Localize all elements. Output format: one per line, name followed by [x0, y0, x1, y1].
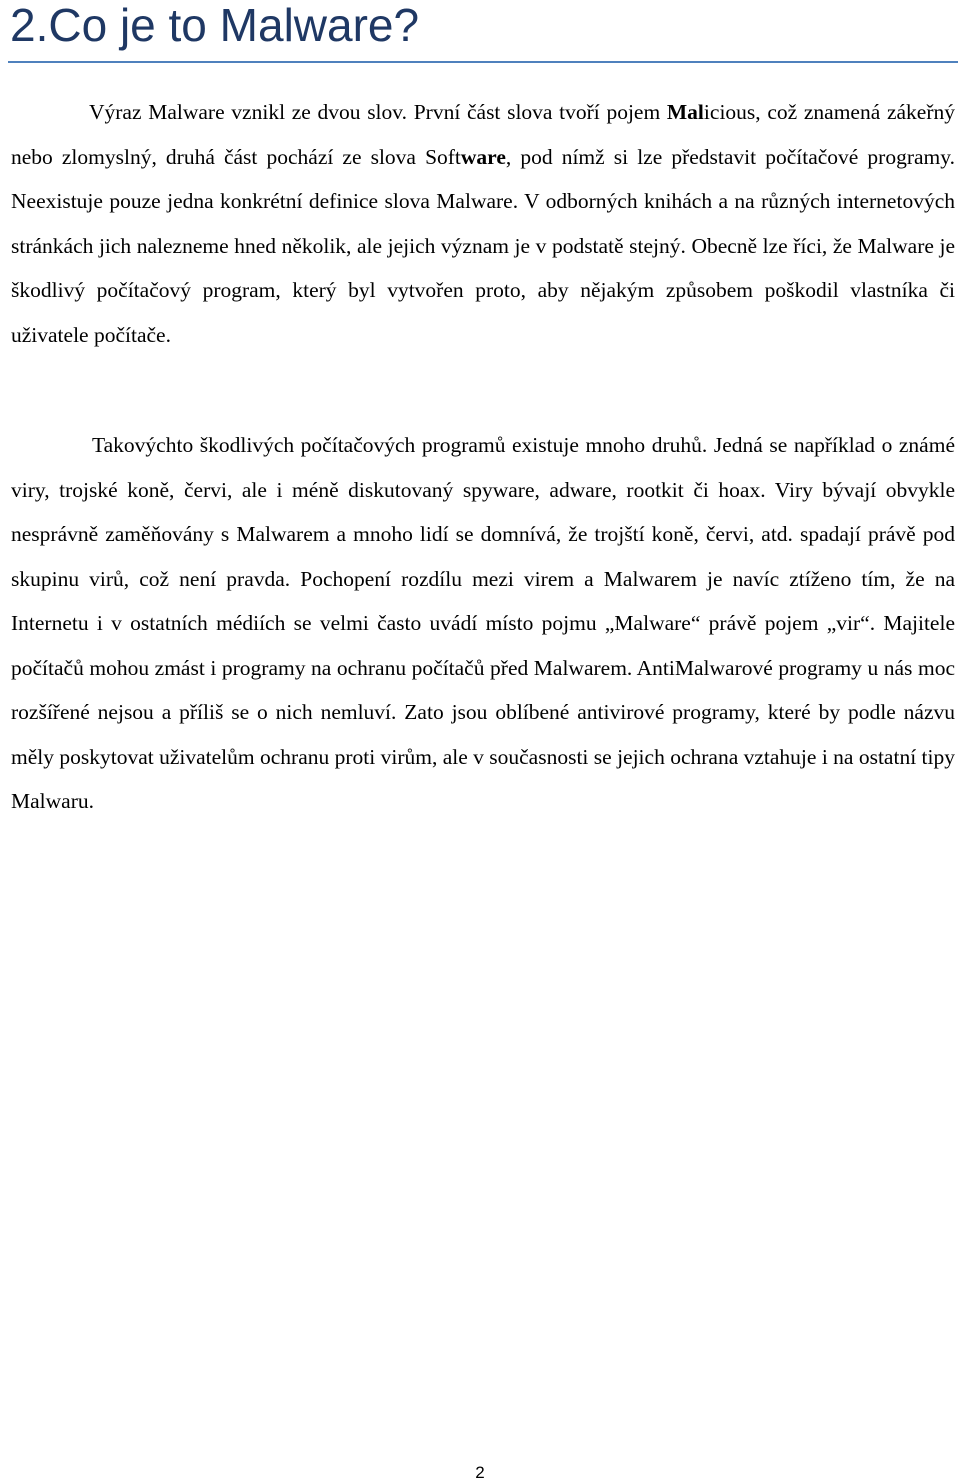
- bold-term-ware: ware: [460, 144, 506, 169]
- page-title: 2.Co je to Malware?: [10, 0, 420, 51]
- paragraph-malware-types: [11, 423, 955, 824]
- paragraph-malware-definition: [11, 90, 955, 357]
- paragraph-text: Výraz Malware vznikl ze dvou slov. První část slova tvoří pojem: [89, 100, 667, 124]
- bold-term-mal: Mal: [666, 100, 704, 124]
- paragraph-text: , pod nímž si lze představit počítačové programy. Neexistuje pouze jedna konkrétní definice slova Malware. V odborných knihách a na různých internetových stránkách jich nalezneme hned několik, ale jejich význam je v podstatě stejný. Obecně lze říci, že Malware je škodlivý počítačový program, který byl vytvořen proto, aby nějakým způsobem poškodil vlastníka či uživatele počítače.: [11, 144, 955, 347]
- paragraph-text: icious, což znamená zákeřný nebo zlomyslný, druhá část pochází ze slova Soft: [11, 100, 955, 169]
- heading-underline: [8, 61, 958, 63]
- page-number: 2: [475, 1463, 485, 1482]
- paragraph-text: Takovýchto škodlivých počítačových programů existuje mnoho druhů. Jedná se například o známé viry, trojské koně, červi, ale i méně diskutovaný spyware, adware, rootkit či hoax. Viry bývají obvykle nesprávně zaměňovány s Malwarem a mnoho lidí se domnívá, že trojští koně, červi, atd. spadají právě pod skupinu virů, což není pravda. Pochopení rozdílu mezi virem a Malwarem je navíc ztíženo tím, že na Internetu i v ostatních médiích se velmi často uvádí místo pojmu „Malware“ právě pojem „vir“. Majitele počítačů mohou zmást i programy na ochranu počítačů před Malwarem. AntiMalwarové programy u nás moc rozšířené nejsou a příliš se o nich nemluví. Zato jsou oblíbené antivirové programy, které by podle názvu měly poskytovat uživatelům ochranu proti virům, ale v současnosti se jejich ochrana vztahuje i na ostatní tipy Malwaru.: [11, 433, 955, 813]
